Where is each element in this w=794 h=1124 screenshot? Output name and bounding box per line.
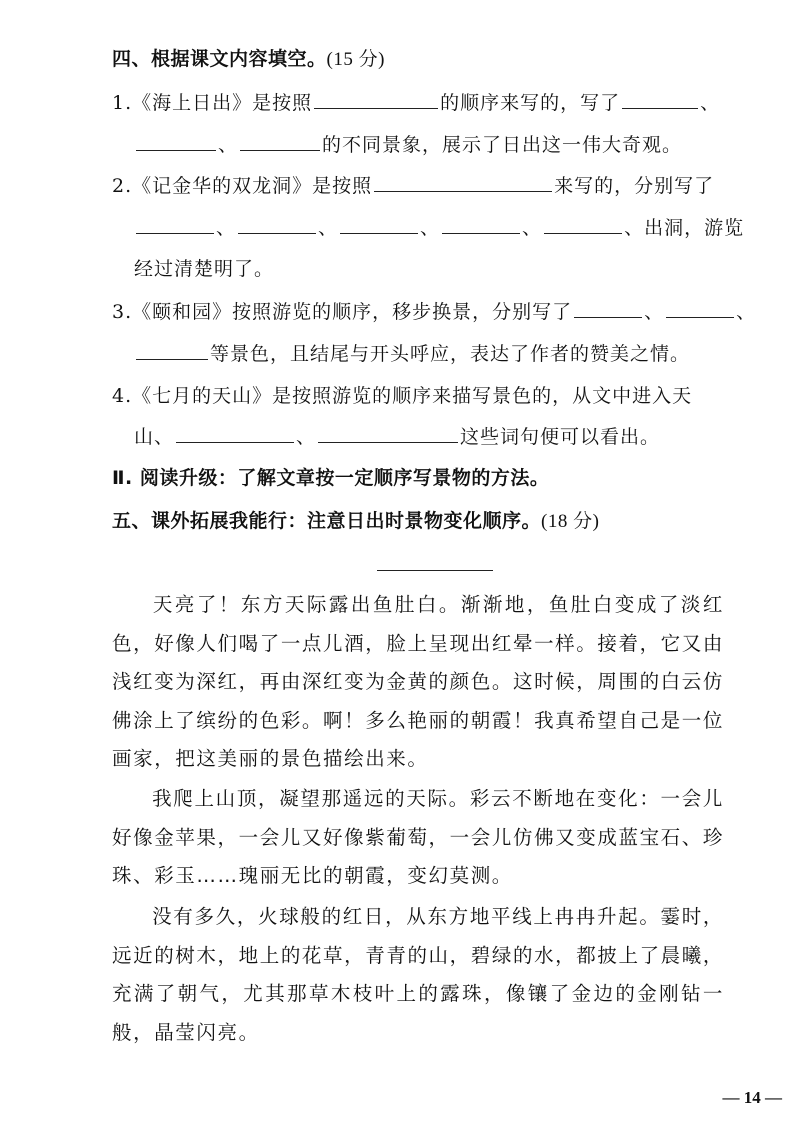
question-1-line-2: [134, 130, 682, 157]
q1-blank-scene-2[interactable]: [136, 132, 216, 151]
q1-sep-2: 、: [218, 134, 239, 156]
q1-blank-scene-3[interactable]: [240, 132, 320, 151]
q2-sep-2: 、: [318, 217, 339, 239]
q2-sep-3: 、: [420, 217, 441, 239]
q3-sep-2: 、: [736, 301, 757, 323]
q4-blank-1[interactable]: [176, 424, 294, 443]
question-2-line-3: [134, 254, 274, 281]
passage-paragraph-1: [112, 586, 724, 779]
question-3-line-1: [112, 297, 756, 324]
q1-text-e: 的不同景象，展示了日出这一伟大奇观。: [322, 134, 683, 156]
q4-text-d: 这些词句便可以看出。: [460, 426, 661, 448]
question-4-line-1: [112, 381, 692, 408]
q2-text-d: 经过清楚明了。: [134, 258, 275, 280]
question-2-line-1: [112, 171, 714, 198]
section-4-score: (15 分): [326, 49, 385, 70]
q1-blank-scene-1[interactable]: [622, 90, 698, 109]
q2-blank-1[interactable]: [136, 215, 214, 234]
section-5-heading: [112, 506, 599, 533]
q2-sep-1: 、: [216, 217, 237, 239]
passage-paragraph-2: [112, 780, 724, 896]
q2-text-b: 来写的，分别写了: [554, 175, 715, 197]
q2-text-a: 2.《记金华的双龙洞》是按照: [112, 175, 373, 197]
reading-upgrade-heading: Ⅱ. 阅读升级：了解文章按一定顺序写景物的方法。: [112, 467, 550, 489]
q1-blank-order[interactable]: [314, 90, 438, 109]
q4-text-a: 4.《七月的天山》是按照游览的顺序来描写景色的，从文中进入天: [112, 385, 693, 407]
q1-sep-1: 、: [700, 92, 721, 114]
q3-text-a: 3.《颐和园》按照游览的顺序，移步换景，分别写了: [112, 301, 573, 323]
question-1-line-1: [112, 88, 720, 115]
q3-blank-2[interactable]: [666, 299, 734, 318]
q2-blank-order[interactable]: [374, 173, 552, 192]
q4-sep: 、: [296, 426, 317, 448]
passage-paragraph-3: [112, 898, 724, 1052]
paragraph-3-text: 没有多久，火球般的红日，从东方地平线上冉冉升起。霎时，远近的树木，地上的花草，青青的山，碧绿的水，都披上了晨曦，充满了朝气，尤其那草木枝叶上的露珠，像镶了金边的金刚钻一般，晶莹闪亮。: [112, 905, 724, 1044]
q3-blank-3[interactable]: [136, 341, 208, 360]
section-4-heading: [112, 44, 385, 71]
q3-blank-1[interactable]: [574, 299, 642, 318]
passage-title-blank[interactable]: [377, 570, 493, 571]
question-3-line-2: [134, 339, 690, 366]
section-4-title: 四、根据课文内容填空。: [112, 48, 327, 70]
section-5-score: (18 分): [541, 511, 600, 532]
paragraph-2-text: 我爬上山顶，凝望那遥远的天际。彩云不断地在变化：一会儿好像金苹果，一会儿又好像紫葡萄，一会儿仿佛又变成蓝宝石、珍珠、彩玉……瑰丽无比的朝霞，变幻莫测。: [112, 787, 724, 887]
q2-text-c: 、出洞，游览: [624, 217, 745, 239]
q4-text-b: 山、: [134, 426, 175, 448]
q2-blank-5[interactable]: [544, 215, 622, 234]
q2-blank-3[interactable]: [340, 215, 418, 234]
q2-blank-2[interactable]: [238, 215, 316, 234]
q2-sep-4: 、: [522, 217, 543, 239]
paragraph-1-text: 天亮了！东方天际露出鱼肚白。渐渐地，鱼肚白变成了淡红色，好像人们喝了一点儿酒，脸上呈现出红晕一样。接着，它又由浅红变为深红，再由深红变为金黄的颜色。这时候，周围的白云仿佛涂上了缤纷的色彩。啊！多么艳丽的朝霞！我真希望自己是一位画家，把这美丽的景色描绘出来。: [112, 593, 724, 770]
section-5-title: 五、课外拓展我能行：注意日出时景物变化顺序。: [112, 510, 542, 532]
q1-text-a: 1.《海上日出》是按照: [112, 92, 313, 114]
q2-blank-4[interactable]: [442, 215, 520, 234]
q3-text-b: 等景色，且结尾与开头呼应，表达了作者的赞美之情。: [210, 343, 691, 365]
q3-sep-1: 、: [644, 301, 665, 323]
question-2-line-2: [134, 213, 744, 240]
q4-blank-2[interactable]: [318, 424, 458, 443]
q1-text-b: 的顺序来写的，写了: [440, 92, 621, 114]
question-4-line-2: [134, 422, 660, 449]
page-number: — 14 —: [722, 1088, 782, 1107]
